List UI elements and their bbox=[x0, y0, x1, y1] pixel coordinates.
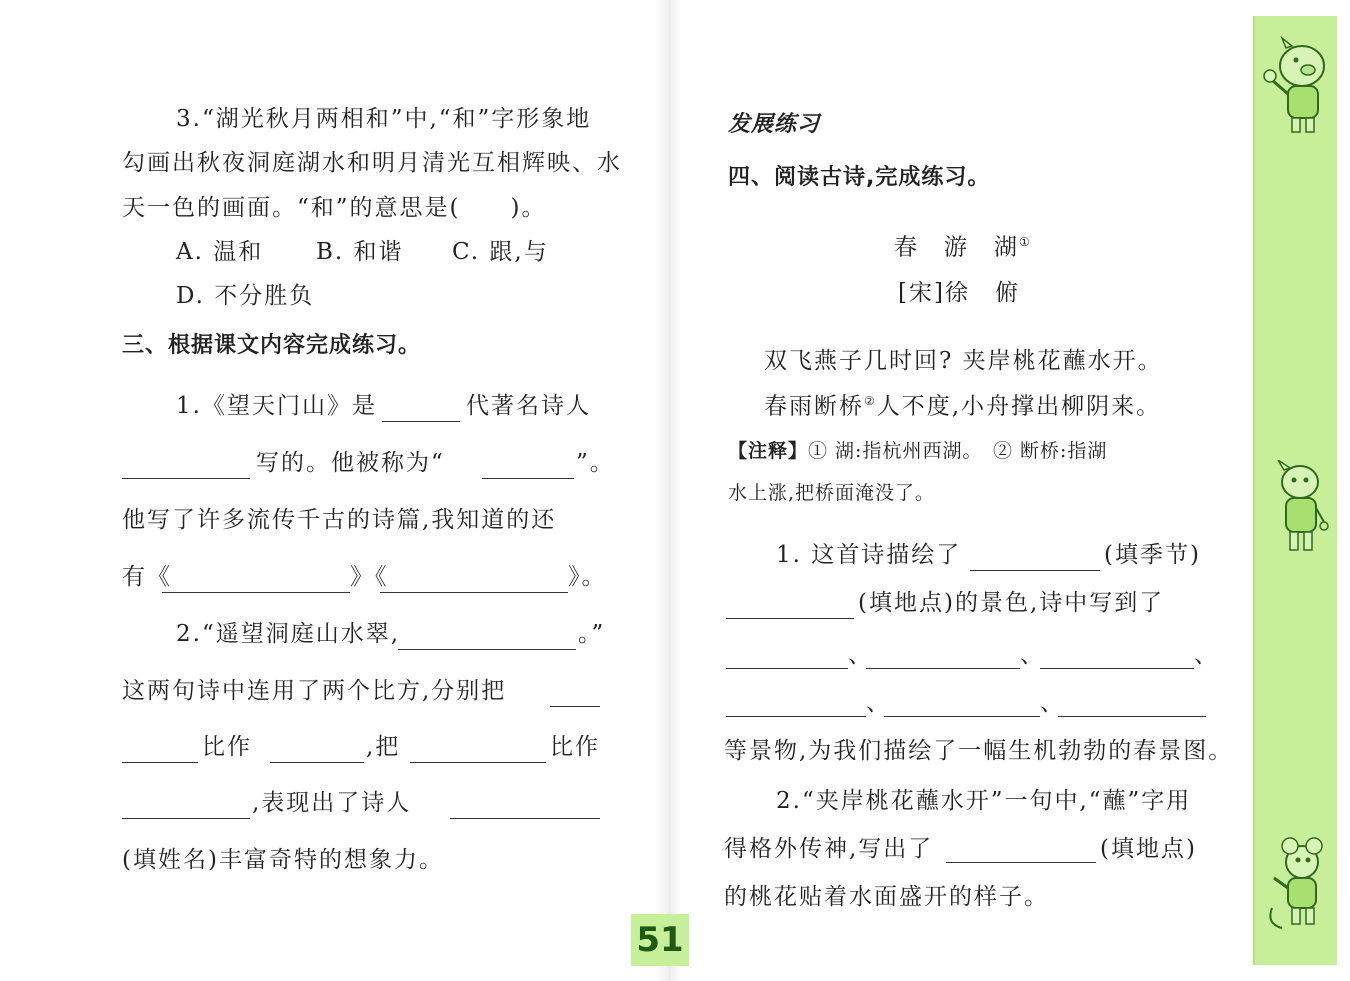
q3-option-d: D. 不分胜负 bbox=[176, 283, 315, 309]
q3-line3: 天一色的画面。“和”的意思是( )。 bbox=[122, 195, 547, 221]
page-number: 51 bbox=[636, 920, 684, 960]
item1-blank-poem2[interactable] bbox=[380, 592, 568, 593]
q1-blank-scene1[interactable] bbox=[726, 668, 848, 669]
item1-text-f: 有《 bbox=[122, 564, 172, 590]
item2-text-g: ,表现出了诗人 bbox=[252, 790, 412, 816]
q1-sep1: 、 bbox=[848, 642, 873, 668]
item2-blank-1b[interactable] bbox=[122, 762, 198, 763]
q1-blank-scene4[interactable] bbox=[726, 716, 866, 717]
item2-text-h: (填姓名)丰富奇特的想象力。 bbox=[122, 847, 444, 873]
q2-text-c: (填地点) bbox=[1100, 836, 1197, 862]
section4-title: 四、阅读古诗,完成练习。 bbox=[728, 165, 991, 190]
section-title: 发展练习 bbox=[728, 112, 821, 137]
left-page bbox=[0, 0, 668, 981]
q1-text-b: (填季节) bbox=[1104, 542, 1201, 568]
q1-sep5: 、 bbox=[1040, 690, 1065, 716]
q1-blank-place[interactable] bbox=[726, 618, 854, 619]
item1-text-h: 》。 bbox=[568, 564, 607, 590]
notes-line2: 水上涨,把桥面淹没了。 bbox=[728, 482, 936, 504]
q1-sep4: 、 bbox=[866, 690, 891, 716]
item1-text-b: 代著名诗人 bbox=[466, 393, 591, 419]
q2-text-b: 得格外传神,写出了 bbox=[724, 836, 934, 862]
poem-title-note: ① bbox=[1019, 235, 1032, 249]
q1-sep2: 、 bbox=[1020, 642, 1045, 668]
mouse-mascot-illustration bbox=[1262, 834, 1332, 934]
item1-text-g: 》《 bbox=[350, 564, 389, 590]
q1-blank-scene2[interactable] bbox=[866, 668, 1020, 669]
q1-blank-scene3[interactable] bbox=[1040, 668, 1194, 669]
item2-text-f: 比作 bbox=[550, 734, 600, 760]
pig-mascot-illustration bbox=[1258, 36, 1334, 136]
item1-blank-title[interactable] bbox=[482, 478, 574, 479]
q1-blank-scene5[interactable] bbox=[884, 716, 1040, 717]
poem-line2: 春雨断桥②人不度,小舟撑出柳阴来。 bbox=[764, 393, 1162, 420]
q1-sep3: 、 bbox=[1194, 642, 1219, 668]
q3-line2: 勾画出秋夜洞庭湖水和明月清光互相辉映、水 bbox=[122, 150, 622, 176]
item2-blank-3[interactable] bbox=[410, 762, 546, 763]
q2-text-d: 的桃花贴着水面盛开的样子。 bbox=[724, 884, 1049, 910]
q3-option-a: A. 温和 bbox=[176, 239, 264, 265]
item1-blank-poet[interactable] bbox=[122, 478, 250, 479]
item2-blank-poet-name[interactable] bbox=[450, 818, 600, 819]
item2-text-a: 2.“遥望洞庭山水翠, bbox=[176, 621, 401, 647]
section3-title: 三、根据课文内容完成练习。 bbox=[122, 333, 422, 358]
item1-blank-dynasty[interactable] bbox=[382, 421, 460, 422]
item1-text-a: 1.《望天门山》是 bbox=[176, 393, 377, 419]
poem-author: [宋]徐 俯 bbox=[898, 280, 1020, 306]
item1-blank-poem1[interactable] bbox=[162, 592, 350, 593]
item2-text-c: 这两句诗中连用了两个比方,分别把 bbox=[122, 678, 507, 704]
item2-blank-1a[interactable] bbox=[550, 706, 600, 707]
item2-blank-2[interactable] bbox=[270, 762, 364, 763]
q1-blank-season[interactable] bbox=[970, 570, 1100, 571]
item2-text-b: 。” bbox=[578, 621, 606, 647]
q1-blank-scene6[interactable] bbox=[1058, 716, 1206, 717]
notes-line1: 【注释】① 湖:指杭州西湖。 ② 断桥:指湖 bbox=[728, 440, 1108, 462]
item2-blank-line[interactable] bbox=[398, 649, 576, 650]
notes-label: 【注释】 bbox=[728, 440, 809, 462]
item1-text-d: ”。 bbox=[576, 450, 615, 476]
poem-line1: 双飞燕子几时回? 夹岸桃花蘸水开。 bbox=[764, 348, 1163, 374]
q3-option-b: B. 和谐 bbox=[316, 239, 404, 265]
q1-text-a: 1. 这首诗描绘了 bbox=[776, 542, 962, 568]
poem-line2-note: ② bbox=[864, 394, 877, 408]
q2-text-a: 2.“夹岸桃花蘸水开”一句中,“蘸”字用 bbox=[776, 788, 1192, 814]
item1-text-e: 他写了许多流传千古的诗篇,我知道的还 bbox=[122, 507, 557, 533]
q3-line1: 3.“湖光秋月两相和”中,“和”字形象地 bbox=[176, 106, 592, 132]
item2-blank-4[interactable] bbox=[122, 818, 250, 819]
item1-text-c: 写的。他被称为“ bbox=[256, 450, 445, 476]
poem-title: 春 游 湖① bbox=[894, 234, 1032, 261]
q3-option-c: C. 跟,与 bbox=[452, 239, 549, 265]
q1-text-c: (填地点)的景色,诗中写到了 bbox=[858, 590, 1165, 616]
item2-text-e: ,把 bbox=[366, 734, 401, 760]
dog-mascot-illustration bbox=[1264, 460, 1330, 556]
q2-blank-place[interactable] bbox=[946, 862, 1096, 863]
item2-text-d: 比作 bbox=[202, 734, 252, 760]
q1-text-d: 等景物,为我们描绘了一幅生机勃勃的春景图。 bbox=[724, 738, 1234, 764]
